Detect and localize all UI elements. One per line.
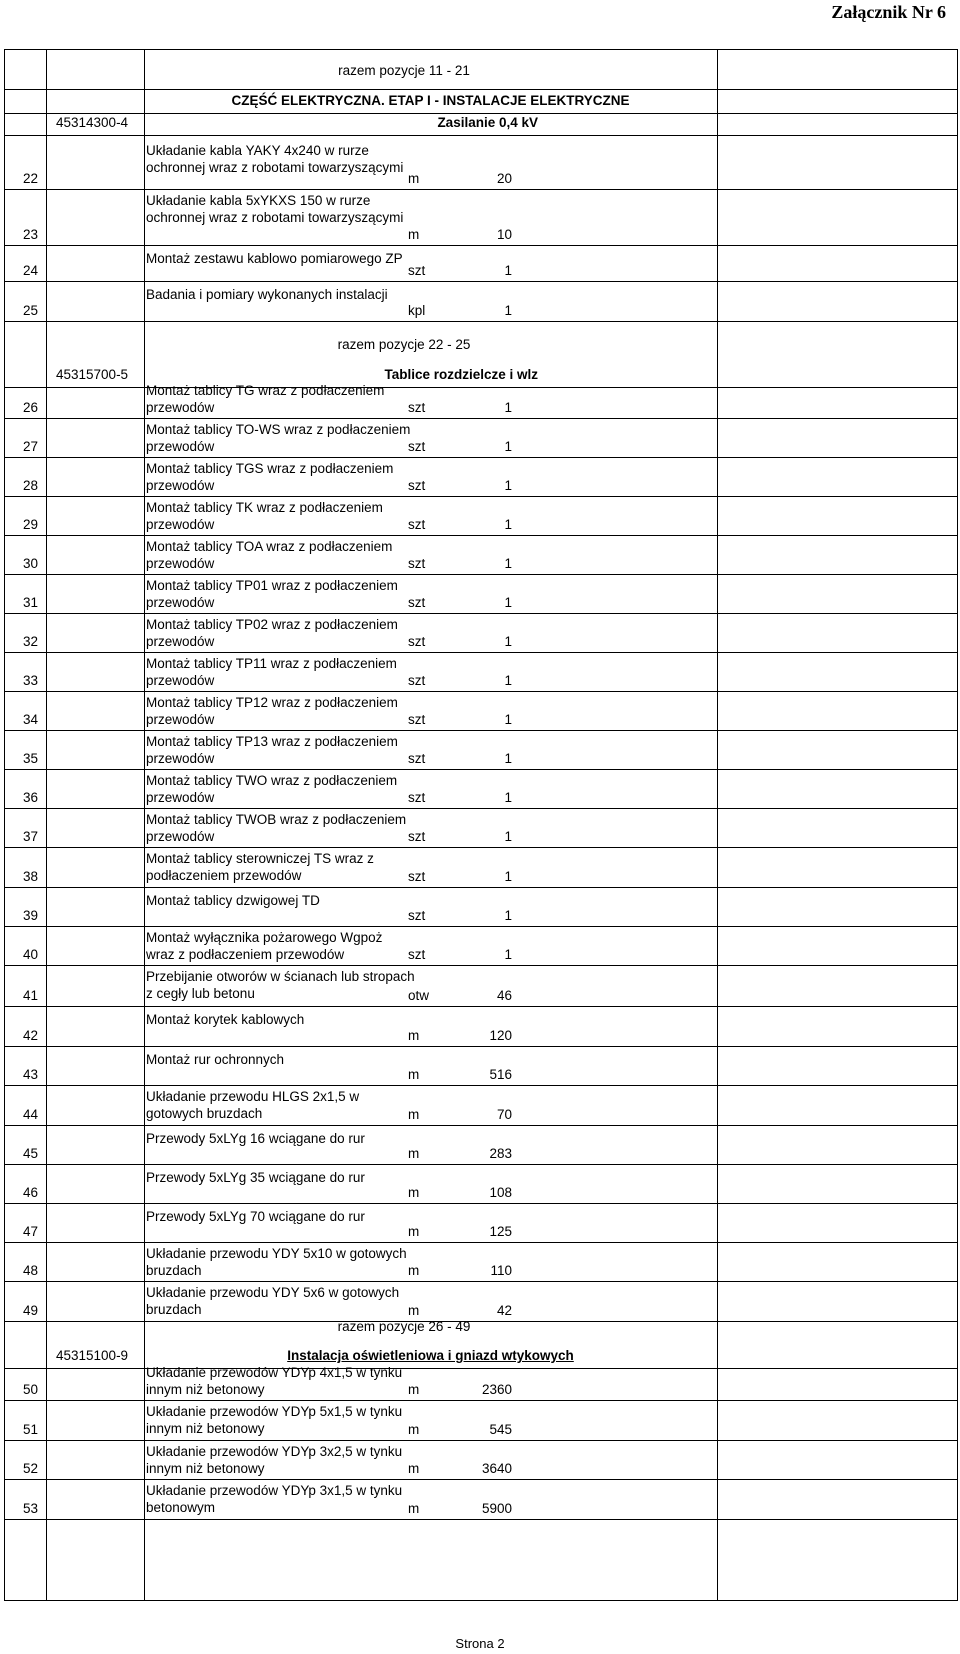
item-quantity: 70 xyxy=(496,1107,512,1122)
item-number: 46 xyxy=(22,1185,38,1200)
item-number: 50 xyxy=(22,1382,38,1397)
group-cpv-code: 45315700-5 xyxy=(56,367,129,382)
item-unit: szt xyxy=(408,634,426,649)
page-footer: Strona 2 xyxy=(455,1636,505,1651)
item-quantity: 1 xyxy=(504,439,512,454)
item-description-line: Montaż wyłącznika pożarowego Wgpoż xyxy=(146,930,383,945)
item-number: 51 xyxy=(22,1422,38,1437)
item-description-line: Badania i pomiary wykonanych instalacji xyxy=(146,287,388,302)
item-quantity: 1 xyxy=(504,673,512,688)
item-row-rule xyxy=(4,965,958,966)
item-number: 27 xyxy=(22,439,38,454)
item-number: 53 xyxy=(22,1501,38,1516)
item-row-rule xyxy=(4,691,958,692)
item-quantity: 1 xyxy=(504,478,512,493)
item-quantity: 1 xyxy=(504,400,512,415)
item-description-line: innym niż betonowy xyxy=(146,1461,265,1476)
item-number: 26 xyxy=(22,400,38,415)
item-row-rule xyxy=(4,496,958,497)
item-description-line: przewodów xyxy=(146,439,215,454)
item-unit: szt xyxy=(408,869,426,884)
item-number: 24 xyxy=(22,263,38,278)
item-number: 45 xyxy=(22,1146,38,1161)
item-number: 43 xyxy=(22,1067,38,1082)
table-top-border xyxy=(4,49,958,50)
item-unit: m xyxy=(408,1224,420,1239)
item-quantity: 20 xyxy=(496,171,512,186)
item-unit: kpl xyxy=(408,303,426,318)
item-row-rule xyxy=(4,1006,958,1007)
item-description-line: Przebijanie otworów w ścianach lub stropach xyxy=(146,969,415,984)
item-row-rule xyxy=(4,847,958,848)
item-unit: m xyxy=(408,1067,420,1082)
item-description-line: z cegły lub betonu xyxy=(146,986,255,1001)
item-row-rule xyxy=(4,1242,958,1243)
group-header-rule xyxy=(4,135,958,136)
item-description-line: Przewody 5xLYg 35 wciągane do rur xyxy=(146,1170,365,1185)
item-description-line: Układanie przewodów YDYp 4x1,5 w tynku xyxy=(146,1365,403,1380)
item-unit: szt xyxy=(408,790,426,805)
item-unit: szt xyxy=(408,478,426,493)
group-summary: razem pozycje 22 - 25 xyxy=(337,337,471,352)
item-quantity: 1 xyxy=(504,829,512,844)
item-unit: otw xyxy=(408,988,430,1003)
item-unit: m xyxy=(408,171,420,186)
item-unit: m xyxy=(408,1263,420,1278)
group-name: Tablice rozdzielcze i wlz xyxy=(384,367,538,382)
item-description-line: Montaż tablicy dzwigowej TD xyxy=(146,893,320,908)
item-quantity: 10 xyxy=(496,227,512,242)
item-description-line: Układanie przewodu YDY 5x10 w gotowych xyxy=(146,1246,407,1261)
item-description-line: podłaczeniem przewodów xyxy=(146,868,302,883)
item-description-line: bruzdach xyxy=(146,1263,202,1278)
item-row-rule xyxy=(4,281,958,282)
item-quantity: 125 xyxy=(489,1224,512,1239)
item-unit: m xyxy=(408,227,420,242)
item-number: 37 xyxy=(22,829,38,844)
item-quantity: 1 xyxy=(504,751,512,766)
item-description-line: Montaż tablicy TG wraz z podłaczeniem xyxy=(146,383,385,398)
item-number: 42 xyxy=(22,1028,38,1043)
item-description-line: Montaż tablicy TO-WS wraz z podłaczeniem xyxy=(146,422,411,437)
item-quantity: 1 xyxy=(504,517,512,532)
item-description-line: innym niż betonowy xyxy=(146,1421,265,1436)
item-number: 48 xyxy=(22,1263,38,1278)
item-row-rule xyxy=(4,457,958,458)
item-description-line: Układanie przewodu YDY 5x6 w gotowych xyxy=(146,1285,400,1300)
item-number: 22 xyxy=(22,171,38,186)
item-unit: szt xyxy=(408,400,426,415)
item-description-line: Układanie przewodów YDYp 3x2,5 w tynku xyxy=(146,1444,403,1459)
item-description-line: Montaż tablicy TGS wraz z podłaczeniem xyxy=(146,461,394,476)
item-quantity: 108 xyxy=(489,1185,512,1200)
item-unit: m xyxy=(408,1382,420,1397)
item-description-line: przewodów xyxy=(146,634,215,649)
item-description-line: przewodów xyxy=(146,751,215,766)
group-name: Instalacja oświetleniowa i gniazd wtykowych xyxy=(287,1348,574,1363)
item-unit: szt xyxy=(408,263,426,278)
attachment-label: Załącznik Nr 6 xyxy=(831,2,946,22)
item-unit: szt xyxy=(408,712,426,727)
item-unit: m xyxy=(408,1461,420,1476)
rule-after-section xyxy=(4,113,958,114)
item-row-rule xyxy=(4,1046,958,1047)
item-unit: szt xyxy=(408,908,426,923)
item-description-line: przewodów xyxy=(146,595,215,610)
item-number: 34 xyxy=(22,712,38,727)
group-cpv-code: 45315100-9 xyxy=(56,1348,129,1363)
summary-top: razem pozycje 11 - 21 xyxy=(338,63,470,78)
item-number: 25 xyxy=(22,303,38,318)
item-row-rule xyxy=(4,1085,958,1086)
group-name: Zasilanie 0,4 kV xyxy=(437,115,538,130)
item-number: 41 xyxy=(22,988,38,1003)
item-quantity: 110 xyxy=(490,1263,512,1278)
item-row-rule xyxy=(4,189,958,190)
item-description-line: Montaż tablicy TP12 wraz z podłaczeniem xyxy=(146,695,398,710)
item-number: 44 xyxy=(22,1107,38,1122)
item-row-rule xyxy=(4,1203,958,1204)
item-description-line: ochronnej wraz z robotami towarzyszącymi xyxy=(146,160,404,175)
item-row-rule xyxy=(4,1519,958,1520)
item-number: 31 xyxy=(22,595,38,610)
item-unit: m xyxy=(408,1422,420,1437)
item-quantity: 516 xyxy=(489,1067,512,1082)
item-quantity: 5900 xyxy=(481,1501,512,1516)
item-number: 38 xyxy=(22,869,38,884)
item-number: 35 xyxy=(22,751,38,766)
item-description-line: Montaż tablicy TOA wraz z podłaczeniem xyxy=(146,539,393,554)
item-description-line: Układanie kabla 5xYKXS 150 w rurze xyxy=(146,193,371,208)
item-row-rule xyxy=(4,1440,958,1441)
item-quantity: 1 xyxy=(504,712,512,727)
item-description-line: przewodów xyxy=(146,517,215,532)
item-description-line: Montaż korytek kablowych xyxy=(146,1012,305,1027)
item-description-line: Montaż rur ochronnych xyxy=(146,1052,285,1067)
item-unit: szt xyxy=(408,947,426,962)
item-description-line: Montaż tablicy TP02 wraz z podłaczeniem xyxy=(146,617,398,632)
item-row-rule xyxy=(4,574,958,575)
item-row-rule xyxy=(4,418,958,419)
item-quantity: 283 xyxy=(489,1146,512,1161)
rule-after-summary xyxy=(4,89,958,90)
item-description-line: przewodów xyxy=(146,478,215,493)
item-quantity: 1 xyxy=(504,908,512,923)
item-description-line: ochronnej wraz z robotami towarzyszącymi xyxy=(146,210,404,225)
item-row-rule xyxy=(4,535,958,536)
item-number: 40 xyxy=(22,947,38,962)
item-description-line: wraz z podłaczeniem przewodów xyxy=(146,947,345,962)
item-description-line: Układanie przewodu HLGS 2x1,5 w xyxy=(146,1089,360,1104)
cost-table xyxy=(4,49,958,1601)
item-quantity: 1 xyxy=(504,303,512,318)
item-quantity: 1 xyxy=(504,556,512,571)
item-row-rule xyxy=(4,769,958,770)
item-quantity: 1 xyxy=(504,595,512,610)
item-description-line: Montaż tablicy TWOB wraz z podłaczeniem xyxy=(146,812,407,827)
item-row-rule xyxy=(4,808,958,809)
item-row-rule xyxy=(4,730,958,731)
item-description-line: betonowym xyxy=(146,1500,216,1515)
item-number: 52 xyxy=(22,1461,38,1476)
item-number: 32 xyxy=(22,634,38,649)
item-unit: szt xyxy=(408,673,426,688)
item-unit: szt xyxy=(408,829,426,844)
item-quantity: 545 xyxy=(489,1422,512,1437)
item-description-line: Montaż tablicy TWO wraz z podłaczeniem xyxy=(146,773,398,788)
group-cpv-code: 45314300-4 xyxy=(56,115,129,130)
item-quantity: 1 xyxy=(504,947,512,962)
item-description-line: Montaż tablicy sterowniczej TS wraz z xyxy=(146,851,374,866)
item-row-rule xyxy=(4,1125,958,1126)
item-quantity: 1 xyxy=(504,869,512,884)
item-quantity: 1 xyxy=(504,263,512,278)
item-row-rule xyxy=(4,613,958,614)
item-row-rule xyxy=(4,926,958,927)
group-summary: razem pozycje 26 - 49 xyxy=(337,1319,471,1334)
section-title: CZĘŚĆ ELEKTRYCZNA. ETAP I - INSTALACJE ELEKTRYCZNE xyxy=(231,93,630,108)
item-number: 28 xyxy=(22,478,38,493)
item-description-line: przewodów xyxy=(146,556,215,571)
item-row-rule xyxy=(4,1281,958,1282)
item-description-line: przewodów xyxy=(146,790,215,805)
item-quantity: 1 xyxy=(504,790,512,805)
item-unit: m xyxy=(408,1146,420,1161)
item-row-rule xyxy=(4,887,958,888)
item-row-rule xyxy=(4,1400,958,1401)
item-quantity: 42 xyxy=(496,1303,512,1318)
item-quantity: 3640 xyxy=(481,1461,512,1476)
item-number: 49 xyxy=(22,1303,38,1318)
item-unit: szt xyxy=(408,595,426,610)
item-description-line: Montaż tablicy TP01 wraz z podłaczeniem xyxy=(146,578,398,593)
item-description-line: przewodów xyxy=(146,673,215,688)
item-unit: m xyxy=(408,1303,420,1318)
item-description-line: Układanie przewodów YDYp 3x1,5 w tynku xyxy=(146,1483,403,1498)
item-description-line: Przewody 5xLYg 16 wciągane do rur xyxy=(146,1131,365,1146)
item-unit: m xyxy=(408,1107,420,1122)
item-unit: szt xyxy=(408,751,426,766)
item-description-line: Montaż zestawu kablowo pomiarowego ZP xyxy=(146,251,403,266)
item-description-line: Układanie kabla YAKY 4x240 w rurze xyxy=(146,143,369,158)
item-description-line: Układanie przewodów YDYp 5x1,5 w tynku xyxy=(146,1404,403,1419)
item-number: 33 xyxy=(22,673,38,688)
item-number: 29 xyxy=(22,517,38,532)
item-description-line: Montaż tablicy TP11 wraz z podłaczeniem xyxy=(146,656,397,671)
item-quantity: 1 xyxy=(504,634,512,649)
item-quantity: 46 xyxy=(496,988,512,1003)
item-number: 36 xyxy=(22,790,38,805)
item-quantity: 2360 xyxy=(481,1382,512,1397)
item-description-line: innym niż betonowy xyxy=(146,1382,265,1397)
item-number: 47 xyxy=(22,1224,38,1239)
item-unit: szt xyxy=(408,439,426,454)
item-number: 39 xyxy=(22,908,38,923)
item-row-rule xyxy=(4,1164,958,1165)
item-description-line: przewodów xyxy=(146,829,215,844)
item-row-rule xyxy=(4,1479,958,1480)
item-unit: szt xyxy=(408,517,426,532)
table-bottom-border xyxy=(4,1600,958,1601)
item-quantity: 120 xyxy=(489,1028,512,1043)
item-unit: m xyxy=(408,1185,420,1200)
item-number: 23 xyxy=(22,227,38,242)
item-description-line: Montaż tablicy TK wraz z podłaczeniem xyxy=(146,500,383,515)
item-description-line: bruzdach xyxy=(146,1302,202,1317)
item-row-rule xyxy=(4,321,958,322)
item-unit: m xyxy=(408,1028,420,1043)
item-description-line: Montaż tablicy TP13 wraz z podłaczeniem xyxy=(146,734,398,749)
item-description-line: przewodów xyxy=(146,712,215,727)
item-unit: szt xyxy=(408,556,426,571)
item-description-line: Przewody 5xLYg 70 wciągane do rur xyxy=(146,1209,365,1224)
item-number: 30 xyxy=(22,556,38,571)
item-row-rule xyxy=(4,245,958,246)
item-unit: m xyxy=(408,1501,420,1516)
item-description-line: przewodów xyxy=(146,400,215,415)
item-description-line: gotowych bruzdach xyxy=(146,1106,263,1121)
item-row-rule xyxy=(4,652,958,653)
